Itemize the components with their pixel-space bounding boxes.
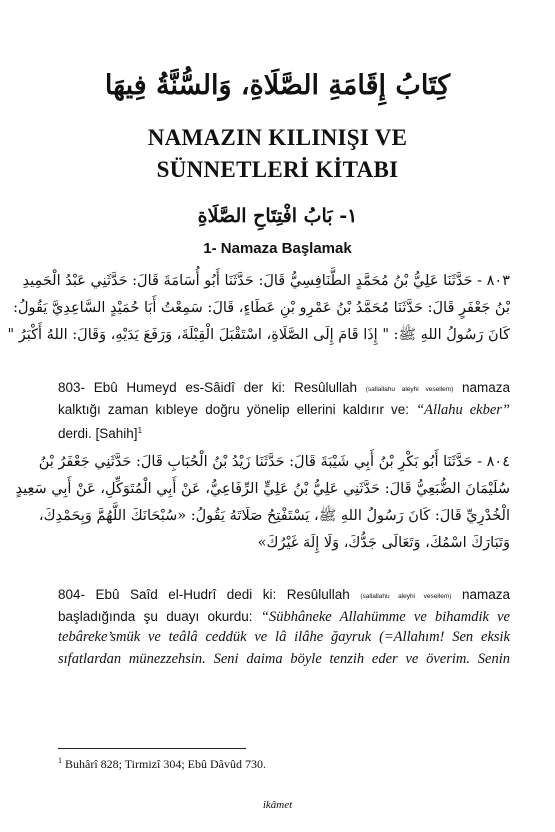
translation-line: sıfatlardan münezzehsin. Seni daima böyle tenzih eder ve överim. Senin [58, 650, 510, 667]
hadith-803-arabic [7, 268, 510, 349]
chapter-title-line-1: NAMAZIN KILINIŞI VE [147, 125, 408, 150]
arabic-line: كَانَ رَسُولُ اللهِ ﷺ: " إِذَا قَامَ إِلَى الصَّلَاةِ، اسْتَقْبَلَ الْقِبْلَةَ، وَرَفَعَ يَدَيْهِ، وَقَالَ: اللهُ أَكْبَرُ " [7, 327, 510, 343]
arabic-line: سُلَيْمَانَ الضُّبَعِيُّ قَالَ: حَدَّثَنِي عَلِيُّ بْنُ عَلِيٍّ الرِّفَاعِيُّ، عَنْ أَبِي الْمُتَوَكِّلِ، عَنْ أَبِي سَعِيدٍ [15, 481, 510, 497]
honorific-label: (sallallahu aleyhi vesellem) [365, 386, 454, 393]
footnote-number: 1 [58, 756, 62, 765]
hadith-804-translation [58, 584, 510, 670]
translation-line: derdi. [Sahih]$^1$ [58, 426, 143, 441]
translation-line: 804- Ebû Saîd el-Hudrî dedi ki: Resûlullah (sallallahu aleyhi vesellem) namaza [58, 587, 510, 602]
translation-line: başladığında şu duayı okurdu: “Sübhâneke Allahümme ve bihamdik ve [58, 608, 510, 625]
chapter-title-turkish [0, 122, 555, 186]
section-title-arabic: ١- بَابُ افْتِتَاحِ الصَّلَاةِ [197, 205, 358, 227]
section-title-turkish: 1- Namaza Başlamak [203, 240, 352, 257]
arabic-line: الْخُدْرِيِّ قَالَ: كَانَ رَسُولُ اللهِ ﷺ، يَسْتَفْتِحُ صَلَاتَهُ يَقُولُ: «سُبْحَانَكَ اللَّهُمَّ وَبِحَمْدِكَ، [38, 508, 510, 524]
arabic-line: ٨٠٣ - حَدَّثَنَا عَلِيُّ بْنُ مُحَمَّدٍ الطَّنَافِسِيُّ قَالَ: حَدَّثَنَا أَبُو أُسَامَةَ قَالَ: حَدَّثَنِي عَبْدُ الْحَمِيدِ [22, 273, 510, 289]
footnote [58, 756, 266, 772]
arabic-line: بْنُ جَعْفَرٍ قَالَ: حَدَّثَنَا مُحَمَّدُ بْنُ عَمْرِو بْنِ عَطَاءٍ، قَالَ: سَمِعْتُ أَبَا حُمَيْدٍ السَّاعِدِيَّ يَقُولُ: [13, 300, 510, 316]
hadith-804-arabic [15, 449, 510, 557]
translation-line: kalktığı zaman kıbleye doğru yönelip ellerini kaldırır ve: “Allahu ekber” [58, 401, 510, 418]
chapter-title-line-2: SÜNNETLERİ KİTABI [156, 157, 399, 182]
footnote-reference: 1 [137, 426, 143, 435]
footnote-text: Buhârî 828; Tirmizî 304; Ebû Dâvûd 730. [62, 757, 266, 771]
takbir-phrase: “Allahu ekber” [416, 401, 510, 418]
grade-label: [Sahih] [95, 426, 138, 441]
arabic-line: وَتَبَارَكَ اسْمُكَ، وَتَعَالَى جَدُّكَ، وَلَا إِلَهَ غَيْرُكَ» [257, 535, 510, 551]
honorific-label: (sallallahu aleyhi vesellem) [360, 593, 452, 600]
arabic-line: ٨٠٤ - حَدَّثَنَا أَبُو بَكْرِ بْنُ أَبِي شَيْبَةَ قَالَ: حَدَّثَنَا زَيْدُ بْنُ الْحُبَابِ قَالَ: حَدَّثَنِي جَعْفَرُ بْنُ [38, 454, 510, 470]
footnote-divider [58, 748, 246, 749]
running-footer: ikâmet [262, 799, 293, 811]
translation-line: 803- Ebû Humeyd es-Sâidî der ki: Resûlullah (sallallahu aleyhi vesellem) namaza [58, 380, 510, 395]
hadith-803-translation [58, 377, 510, 442]
dua-text: “Sübhâneke Allahümme ve bihamdik ve [260, 608, 510, 625]
chapter-title-arabic: كِتَابُ إِقَامَةِ الصَّلَاةِ، وَالسُّنَّةُ فِيهَا [104, 70, 451, 101]
translation-line: tebâreke’smük ve teâlâ ceddük ve lâ ilâhe ğayruk (=Allahım! Sen eksik [58, 629, 510, 645]
